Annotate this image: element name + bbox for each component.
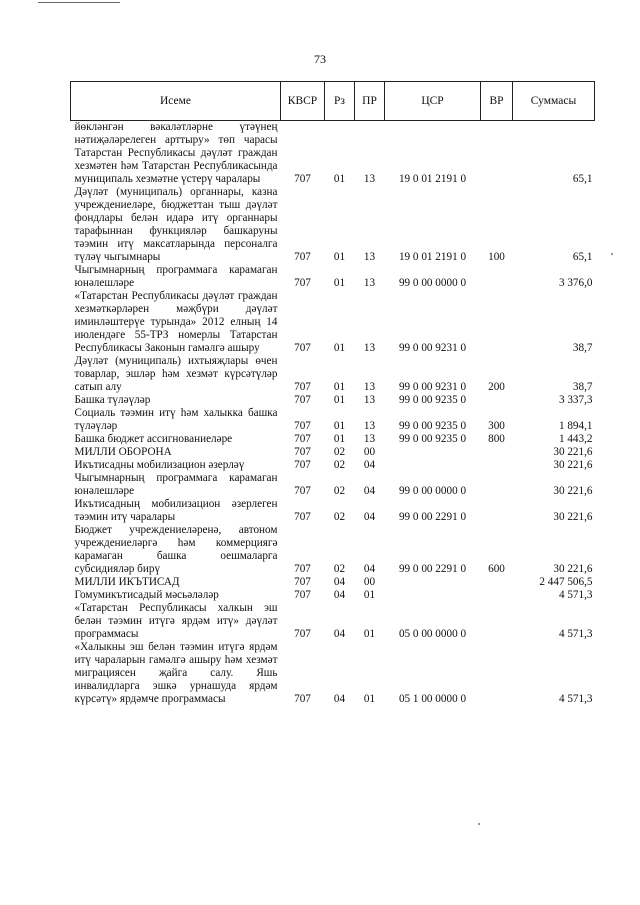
cell-kvsr: 707 <box>294 342 311 354</box>
cell-vr <box>481 446 513 459</box>
cell-vr <box>481 264 513 290</box>
cell-rz: 02 <box>333 563 346 575</box>
cell-csr: 99 0 00 2291 0 <box>398 511 467 523</box>
cell-name: МИЛЛИ ОБОРОНА <box>74 446 172 458</box>
cell-csr <box>385 446 481 459</box>
cell-sum: 38,7 <box>572 381 593 393</box>
cell-vr: 600 <box>488 563 505 575</box>
cell-rz: 01 <box>333 394 346 406</box>
table-row <box>71 459 595 472</box>
cell-pr: 04 <box>363 485 376 497</box>
cell-vr <box>481 589 513 602</box>
cell-name: Башка түләүләр <box>74 394 151 406</box>
cell-csr: 99 0 00 0000 0 <box>398 277 467 289</box>
cell-pr: 04 <box>363 459 376 471</box>
cell-csr: 19 0 01 2191 0 <box>398 173 467 185</box>
cell-rz: 01 <box>333 342 346 354</box>
cell-kvsr: 707 <box>294 589 311 601</box>
cell-csr <box>385 121 481 148</box>
cell-rz: 01 <box>333 277 346 289</box>
cell-sum: 2 447 506,5 <box>539 576 593 588</box>
cell-pr: 04 <box>363 511 376 523</box>
cell-csr <box>385 589 481 602</box>
cell-csr: 99 0 00 9235 0 <box>398 433 467 445</box>
table-row <box>71 433 595 446</box>
cell-kvsr <box>281 121 325 148</box>
cell-sum: 4 571,3 <box>558 693 593 705</box>
table-row <box>71 394 595 407</box>
cell-sum: 3 376,0 <box>558 277 593 289</box>
cell-name: «Татарстан Республикасы дәүләт граждан хезмәткәрләрен мәҗбүри дәүләт иминләштерүе турында» 2012 елның 14 июлендәге 55-ТРЗ номерлы Татарстан Республикасы Законын гамәлгә ашыру <box>74 290 278 354</box>
cell-vr <box>481 121 513 148</box>
cell-name: Чыгымнарның программага карамаган юнәлешләре <box>74 472 278 497</box>
table-row <box>71 576 595 589</box>
cell-pr: 04 <box>363 563 376 575</box>
cell-name: Икътисадны мобилизацион әзерләү <box>74 459 245 471</box>
cell-sum: 4 571,3 <box>558 589 593 601</box>
cell-sum: 4 571,3 <box>558 628 593 640</box>
table-row <box>71 186 595 264</box>
cell-kvsr: 707 <box>294 381 311 393</box>
cell-kvsr: 707 <box>294 576 311 588</box>
cell-vr: 300 <box>488 420 505 432</box>
cell-pr: 13 <box>363 420 376 432</box>
cell-sum: 30 221,6 <box>553 446 593 458</box>
cell-pr <box>355 121 385 148</box>
cell-name: Социаль тәэмин итү һәм халыкка башка түләүләр <box>74 407 278 432</box>
cell-kvsr: 707 <box>294 173 311 185</box>
table-row <box>71 290 595 355</box>
cell-pr: 01 <box>363 628 376 640</box>
cell-rz <box>325 121 355 148</box>
cell-csr <box>385 459 481 472</box>
cell-csr: 99 0 00 0000 0 <box>398 485 467 497</box>
cell-sum: 30 221,6 <box>553 459 593 471</box>
cell-sum: 1 443,2 <box>558 433 593 445</box>
cell-vr <box>481 498 513 524</box>
cell-name: Бюджет учреждениеләренә, автоном учреждениеләргә һәм коммерциягә карамаган башка оешмаларга субсидияләр бирү <box>74 524 278 575</box>
cell-vr <box>481 290 513 355</box>
cell-pr: 13 <box>363 173 376 185</box>
table-row <box>71 407 595 433</box>
cell-rz: 02 <box>333 459 346 471</box>
cell-rz: 04 <box>333 589 346 601</box>
header-kvsr: КВСР <box>281 82 325 121</box>
cell-rz: 04 <box>333 576 346 588</box>
table-row <box>71 355 595 394</box>
cell-name: Дәүләт (муниципаль) органнары, казна учреждениеләре, бюджеттан тыш дәүләт фондлары белән идарә итү органнары тарафыннан функцияләр башкаруны тәэмин итү максатларында персоналга түләү чыгымнары <box>74 186 278 263</box>
budget-table <box>70 81 595 706</box>
cell-sum: 30 221,6 <box>553 563 593 575</box>
cell-csr: 19 0 01 2191 0 <box>398 251 467 263</box>
cell-csr: 05 0 00 0000 0 <box>398 628 467 640</box>
cell-vr: 800 <box>488 433 505 445</box>
cell-rz: 04 <box>333 628 346 640</box>
table-row <box>71 147 595 186</box>
table-row <box>71 641 595 706</box>
cell-kvsr: 707 <box>294 485 311 497</box>
table-row <box>71 472 595 498</box>
cell-name: Татарстан Республикасы дәүләт граждан хезмәтен һәм Татарстан Республикасында муниципаль хезмәтне үстерү чаралары <box>74 147 278 185</box>
cell-kvsr: 707 <box>294 277 311 289</box>
top-rule <box>38 2 120 3</box>
cell-name: Гомумикътисадый мәсьәләләр <box>74 589 219 601</box>
cell-vr <box>481 147 513 186</box>
cell-name: Чыгымнарның программага карамаган юнәлешләре <box>74 264 278 289</box>
cell-csr: 99 0 00 2291 0 <box>398 563 467 575</box>
cell-kvsr: 707 <box>294 511 311 523</box>
cell-vr <box>481 576 513 589</box>
table-row <box>71 121 595 148</box>
cell-pr: 13 <box>363 277 376 289</box>
table-header-row <box>71 82 595 121</box>
cell-pr: 13 <box>363 342 376 354</box>
cell-kvsr: 707 <box>294 459 311 471</box>
cell-pr: 13 <box>363 251 376 263</box>
table-row <box>71 498 595 524</box>
cell-sum: 38,7 <box>572 342 593 354</box>
header-csr: ЦСР <box>385 82 481 121</box>
cell-name: Икътисадның мобилизацион әзерлеген тәэмин итү чаралары <box>74 498 278 523</box>
cell-sum: 30 221,6 <box>553 511 593 523</box>
cell-csr: 99 0 00 9235 0 <box>398 394 467 406</box>
cell-vr <box>481 394 513 407</box>
cell-kvsr: 707 <box>294 394 311 406</box>
cell-pr: 01 <box>363 589 376 601</box>
table-row <box>71 602 595 641</box>
cell-rz: 01 <box>333 173 346 185</box>
cell-sum: 65,1 <box>572 173 593 185</box>
scan-speck <box>611 253 613 255</box>
cell-pr: 00 <box>363 446 376 458</box>
header-name: Исеме <box>71 82 281 121</box>
cell-pr: 13 <box>363 394 376 406</box>
cell-pr: 00 <box>363 576 376 588</box>
cell-csr: 99 0 00 9231 0 <box>398 381 467 393</box>
table-row <box>71 589 595 602</box>
scan-speck <box>478 823 480 825</box>
cell-rz: 02 <box>333 511 346 523</box>
table-row <box>71 264 595 290</box>
cell-rz: 01 <box>333 381 346 393</box>
header-sum: Суммасы <box>513 82 595 121</box>
cell-rz: 02 <box>333 485 346 497</box>
cell-sum: 65,1 <box>572 251 593 263</box>
cell-sum: 30 221,6 <box>553 485 593 497</box>
cell-csr: 99 0 00 9231 0 <box>398 342 467 354</box>
cell-kvsr: 707 <box>294 251 311 263</box>
header-vr: ВР <box>481 82 513 121</box>
cell-kvsr: 707 <box>294 628 311 640</box>
table-row <box>71 446 595 459</box>
cell-vr: 200 <box>488 381 505 393</box>
header-pr: ПР <box>355 82 385 121</box>
cell-name: «Халыкны эш белән тәэмин итүгә ярдәм итү чараларын гамәлгә ашыру һәм хезмәт миграциясен җайга салу. Яшь инвалидларга эшкә урнашуда ярдәм күрсәтү» ярдәмче программасы <box>74 641 278 705</box>
cell-sum: 3 337,3 <box>558 394 593 406</box>
cell-rz: 04 <box>333 693 346 705</box>
cell-kvsr: 707 <box>294 446 311 458</box>
cell-kvsr: 707 <box>294 563 311 575</box>
cell-pr: 13 <box>363 381 376 393</box>
cell-kvsr: 707 <box>294 420 311 432</box>
cell-sum <box>513 121 595 148</box>
cell-sum: 1 894,1 <box>558 420 593 432</box>
cell-pr: 13 <box>363 433 376 445</box>
cell-kvsr: 707 <box>294 693 311 705</box>
cell-name: МИЛЛИ ИКЪТИСАД <box>74 576 180 588</box>
cell-name: йөкләнгән вәкаләтләрне үтәүнең нәтиҗәләрелеген арттыру» төп чарасы <box>74 121 278 146</box>
cell-csr: 05 1 00 0000 0 <box>398 693 467 705</box>
header-rz: Рз <box>325 82 355 121</box>
cell-vr <box>481 459 513 472</box>
cell-vr <box>481 602 513 641</box>
cell-rz: 01 <box>333 251 346 263</box>
cell-name: Дәүләт (муниципаль) ихтыяҗлары өчен товарлар, эшләр һәм хезмәт күрсәтүләр сатып алу <box>74 355 278 393</box>
cell-name: Башка бюджет ассигнованиеләре <box>74 433 233 445</box>
cell-vr <box>481 641 513 706</box>
cell-vr <box>481 472 513 498</box>
table-row <box>71 524 595 576</box>
cell-rz: 02 <box>333 446 346 458</box>
cell-rz: 01 <box>333 420 346 432</box>
cell-csr <box>385 576 481 589</box>
cell-name: «Татарстан Республикасы халкын эш белән тәэмин итүгә ярдәм итү» дәүләт программасы <box>74 602 278 640</box>
cell-vr: 100 <box>488 251 505 263</box>
cell-rz: 01 <box>333 433 346 445</box>
cell-csr: 99 0 00 9235 0 <box>398 420 467 432</box>
cell-kvsr: 707 <box>294 433 311 445</box>
cell-pr: 01 <box>363 693 376 705</box>
page-number: 73 <box>314 52 326 66</box>
